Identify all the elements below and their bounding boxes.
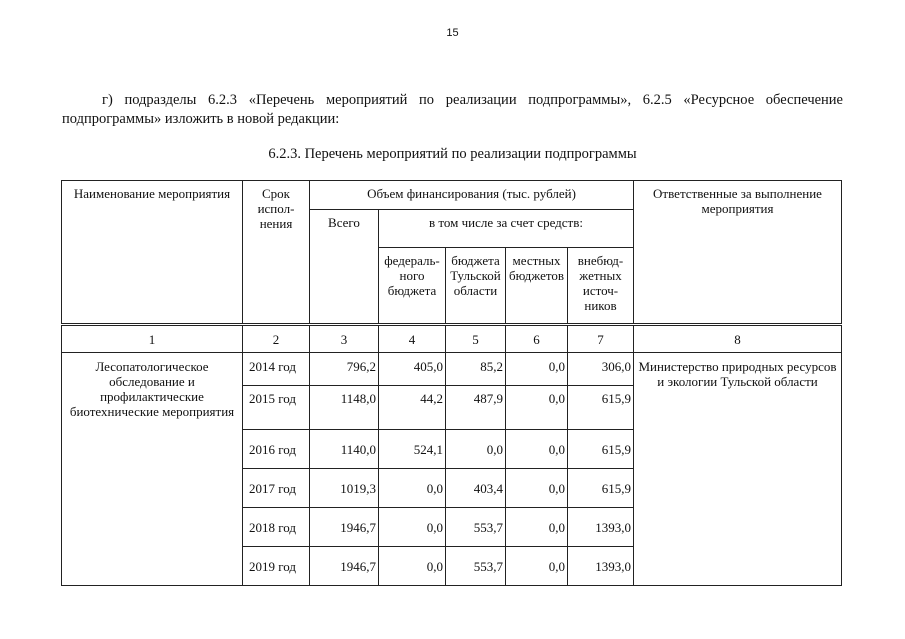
federal-cell: 524,1: [379, 430, 446, 469]
header-row-1: [62, 181, 842, 210]
header-total: Всего: [310, 210, 379, 325]
federal-cell: 0,0: [379, 469, 446, 508]
header-measure-name: Наименование мероприятия: [62, 181, 243, 325]
total-cell: 796,2: [310, 353, 379, 386]
year-cell: 2017 год: [243, 469, 310, 508]
header-including: в том числе за счет средств:: [379, 210, 634, 248]
column-number: 2: [243, 325, 310, 353]
header-extra: внебюд- жетных источ- ников: [568, 248, 634, 325]
column-number: 1: [62, 325, 243, 353]
extra-cell: 615,9: [568, 469, 634, 508]
local-cell: 0,0: [506, 469, 568, 508]
total-cell: 1946,7: [310, 508, 379, 547]
extra-cell: 306,0: [568, 353, 634, 386]
local-cell: 0,0: [506, 508, 568, 547]
total-cell: 1946,7: [310, 547, 379, 586]
federal-cell: 0,0: [379, 547, 446, 586]
header-funding: Объем финансирования (тыс. рублей): [310, 181, 634, 210]
regional-cell: 0,0: [446, 430, 506, 469]
regional-cell: 553,7: [446, 508, 506, 547]
total-cell: 1140,0: [310, 430, 379, 469]
federal-cell: 44,2: [379, 386, 446, 430]
year-cell: 2015 год: [243, 386, 310, 430]
extra-cell: 1393,0: [568, 547, 634, 586]
measure-name: Лесопатологическое обследование и профилактические биотехнические мероприятия: [62, 353, 243, 586]
extra-cell: 615,9: [568, 386, 634, 430]
header-regional: бюджета Тульской области: [446, 248, 506, 325]
year-cell: 2016 год: [243, 430, 310, 469]
responsible-org: Министерство природных ресурсов и экологии Тульской области: [634, 353, 842, 586]
year-cell: 2018 год: [243, 508, 310, 547]
column-number: 7: [568, 325, 634, 353]
column-number-row: [62, 325, 842, 353]
header-local: местных бюджетов: [506, 248, 568, 325]
intro-text: г) подразделы 6.2.3 «Перечень мероприятий по реализации подпрограммы», 6.2.5 «Ресурсное обеспечение подпрограммы» изложить в новой редакции:: [62, 92, 843, 127]
extra-cell: 1393,0: [568, 508, 634, 547]
regional-cell: 403,4: [446, 469, 506, 508]
measures-table: [61, 180, 842, 586]
header-federal: федераль- ного бюджета: [379, 248, 446, 325]
section-title: 6.2.3. Перечень мероприятий по реализации подпрограммы: [268, 146, 637, 162]
column-number: 4: [379, 325, 446, 353]
column-number: 5: [446, 325, 506, 353]
total-cell: 1019,3: [310, 469, 379, 508]
column-number: 8: [634, 325, 842, 353]
header-responsible: Ответственные за выполнение мероприятия: [634, 181, 842, 325]
header-term: Срок испол- нения: [243, 181, 310, 325]
local-cell: 0,0: [506, 430, 568, 469]
regional-cell: 487,9: [446, 386, 506, 430]
column-number: 3: [310, 325, 379, 353]
total-cell: 1148,0: [310, 386, 379, 430]
intro-paragraph: [62, 91, 843, 129]
local-cell: 0,0: [506, 386, 568, 430]
federal-cell: 0,0: [379, 508, 446, 547]
column-number: 6: [506, 325, 568, 353]
year-cell: 2019 год: [243, 547, 310, 586]
federal-cell: 405,0: [379, 353, 446, 386]
regional-cell: 553,7: [446, 547, 506, 586]
local-cell: 0,0: [506, 353, 568, 386]
regional-cell: 85,2: [446, 353, 506, 386]
local-cell: 0,0: [506, 547, 568, 586]
table-row-2014: [62, 353, 842, 386]
extra-cell: 615,9: [568, 430, 634, 469]
page-number: 15: [446, 27, 459, 39]
year-cell: 2014 год: [243, 353, 310, 386]
